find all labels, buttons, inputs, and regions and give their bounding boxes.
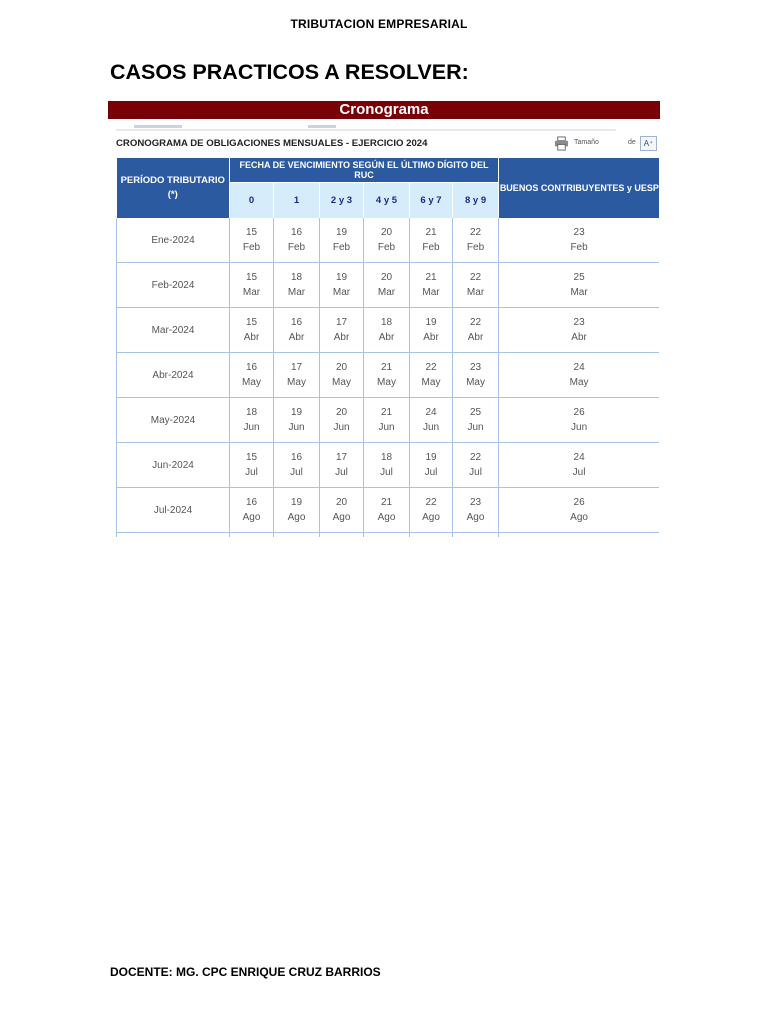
due-day: 19 [425,317,437,328]
period-cell: Feb-2024 [117,263,230,308]
due-day: 16 [245,497,258,508]
good-taxpayer-date-cell [499,353,659,398]
period-column-header: PERÍODO TRIBUTARIO (*) [117,158,230,218]
printer-icon[interactable] [554,136,569,151]
due-month: Abr [378,332,395,343]
good-taxpayer-date-cell [499,218,659,263]
due-month: Jul [335,467,348,478]
due-date-cell [274,443,320,488]
good-taxpayer-day: 23 [573,317,585,328]
schedule-row [117,398,660,443]
due-day: 19 [335,272,348,283]
cropped-edge [116,129,616,131]
due-date-cell [453,263,499,308]
digit-column-header: 2 y 3 [320,183,364,219]
due-date-cell [364,398,410,443]
due-month: May [466,377,485,388]
due-day: 16 [245,362,258,373]
cropped-text-fragment [134,125,182,128]
good-taxpayer-date-cell [499,443,659,488]
due-day: 22 [469,227,482,238]
due-month: Jun [467,422,484,433]
schedule-row [117,353,660,398]
good-taxpayer-day: 25 [573,272,585,283]
due-month: Ago [422,512,440,523]
due-day: 22 [469,272,482,283]
due-month: Ago [332,512,351,523]
due-date-cell [453,308,499,353]
due-day: 20 [335,497,348,508]
due-date-cell [320,398,364,443]
due-day: 18 [290,272,303,283]
due-date-cell [410,263,453,308]
due-month: May [421,377,441,388]
due-date-cell [364,443,410,488]
digit-column-header: 4 y 5 [364,183,410,219]
due-month: Jun [333,422,350,433]
due-date-cell [453,353,499,398]
due-month: Mar [332,287,351,298]
schedule-row [117,218,660,263]
due-day: 17 [335,452,348,463]
due-day: 20 [335,362,348,373]
due-day: 23 [469,362,482,373]
period-cell: Jul-2024 [117,488,230,533]
due-day: 19 [290,497,303,508]
due-day: 22 [425,362,437,373]
due-month: Jun [288,422,305,433]
period-cell: May-2024 [117,398,230,443]
due-date-cell [230,443,274,488]
period-cell: Jun-2024 [117,443,230,488]
good-taxpayer-month: May [569,377,589,388]
due-day: 16 [290,452,303,463]
due-day: 15 [245,272,258,283]
due-day: 22 [425,497,437,508]
due-date-cell [230,218,274,263]
due-date-cell [274,398,320,443]
due-day: 16 [290,227,303,238]
good-taxpayer-date-cell [499,308,659,353]
due-day: 17 [335,317,348,328]
due-month: Feb [287,242,306,253]
cropped-cell [364,533,410,538]
cropped-cell [320,533,364,538]
due-day: 15 [245,317,258,328]
due-month: Mar [377,287,396,298]
good-taxpayer-month: Jul [572,467,586,478]
cropped-cell [499,533,659,538]
period-cell: Mar-2024 [117,308,230,353]
due-month: Ago [287,512,306,523]
schedule-row [117,308,660,353]
due-month: May [332,377,351,388]
size-label: Tamaño [574,139,599,146]
schedule-row [117,488,660,533]
due-month: Jul [469,467,482,478]
section-title: CASOS PRACTICOS A RESOLVER: [110,60,469,84]
schedule-table [116,158,659,537]
due-month: Feb [466,242,485,253]
due-date-cell [230,488,274,533]
due-day: 22 [469,452,482,463]
good-taxpayer-day: 26 [573,497,585,508]
due-date-cell [320,263,364,308]
good-taxpayer-day: 24 [573,362,585,373]
cropped-cell [117,533,230,538]
due-day: 21 [380,362,393,373]
due-day: 22 [469,317,482,328]
due-date-cell [274,488,320,533]
due-day: 18 [380,452,393,463]
good-taxpayer-day: 24 [573,452,585,463]
due-month: Jul [380,467,393,478]
due-day: 24 [425,407,437,418]
due-month: Abr [423,332,439,343]
due-date-cell [274,308,320,353]
due-month: Jul [245,467,258,478]
cropped-cell [230,533,274,538]
due-date-group-header: FECHA DE VENCIMIENTO SEGÚN EL ÚLTIMO DÍGITO DEL RUC [230,158,499,183]
due-date-cell [230,263,274,308]
due-day: 18 [380,317,393,328]
due-day: 17 [290,362,303,373]
good-taxpayer-month: Ago [570,512,588,523]
schedule-row [117,443,660,488]
due-date-cell [230,398,274,443]
due-date-cell [320,353,364,398]
due-date-cell [364,308,410,353]
due-date-cell [453,218,499,263]
due-day: 15 [245,452,258,463]
due-date-cell [230,353,274,398]
due-date-cell [364,353,410,398]
good-taxpayer-day: 23 [573,227,585,238]
due-month: Mar [422,287,440,298]
good-taxpayer-month: Jun [571,422,588,433]
table-tools [554,134,659,158]
due-date-cell [320,488,364,533]
digit-column-header: 6 y 7 [410,183,453,219]
due-date-cell [320,443,364,488]
schedule-row [117,263,660,308]
period-cell: Abr-2024 [117,353,230,398]
good-taxpayer-day: 26 [573,407,585,418]
due-date-cell [410,443,453,488]
due-day: 19 [290,407,303,418]
due-date-cell [410,488,453,533]
due-day: 21 [380,407,393,418]
de-label: de [628,139,636,146]
due-day: 15 [245,227,258,238]
due-day: 16 [290,317,303,328]
due-day: 20 [380,227,393,238]
due-month: Mar [287,287,306,298]
due-month: Ago [377,512,396,523]
due-day: 21 [425,227,437,238]
due-day: 20 [335,407,348,418]
due-day: 20 [380,272,393,283]
schedule-title: CRONOGRAMA DE OBLIGACIONES MENSUALES - EJERCICIO 2024 [116,138,428,149]
due-month: May [287,377,306,388]
good-taxpayer-month: Abr [571,332,587,343]
cronograma-banner: Cronograma [108,101,660,119]
due-month: Jul [424,467,438,478]
due-date-cell [410,398,453,443]
due-month: Jun [243,422,260,433]
running-header: TRIBUTACION EMPRESARIAL [290,17,468,31]
due-month: Jun [422,422,440,433]
good-taxpayer-month: Mar [570,287,588,298]
due-date-cell [320,308,364,353]
due-month: Abr [333,332,350,343]
due-day: 21 [380,497,393,508]
due-date-cell [453,398,499,443]
due-month: Jul [290,467,303,478]
due-date-cell [274,218,320,263]
increase-font-button[interactable]: A⁺ [640,136,657,151]
due-month: Feb [377,242,396,253]
digit-column-header: 8 y 9 [453,183,499,219]
due-month: Mar [242,287,261,298]
due-month: Ago [242,512,261,523]
due-date-cell [230,308,274,353]
due-day: 19 [335,227,348,238]
due-date-cell [364,218,410,263]
cropped-cell [410,533,453,538]
due-day: 19 [425,452,437,463]
schedule-screenshot [116,121,659,541]
due-day: 21 [425,272,437,283]
due-month: Abr [288,332,305,343]
due-month: May [242,377,261,388]
due-date-cell [364,488,410,533]
teacher-footer: DOCENTE: MG. CPC ENRIQUE CRUZ BARRIOS [110,965,381,979]
due-date-cell [410,308,453,353]
due-date-cell [274,263,320,308]
due-date-cell [320,218,364,263]
due-day: 25 [469,407,482,418]
due-month: Mar [466,287,485,298]
cropped-cell [274,533,320,538]
good-taxpayer-date-cell [499,398,659,443]
due-month: Abr [467,332,484,343]
due-month: Feb [242,242,261,253]
cropped-cell [453,533,499,538]
due-date-cell [453,488,499,533]
due-day: 23 [469,497,482,508]
due-day: 18 [245,407,258,418]
due-date-cell [410,218,453,263]
due-month: Abr [243,332,260,343]
due-month: Feb [332,242,351,253]
due-date-cell [364,263,410,308]
due-month: May [377,377,396,388]
due-date-cell [410,353,453,398]
schedule-body [117,218,660,537]
due-month: Jun [378,422,395,433]
good-taxpayer-date-cell [499,263,659,308]
digit-column-header: 1 [274,183,320,219]
good-taxpayers-column-header: BUENOS CONTRIBUYENTES y UESP [499,158,659,218]
good-taxpayer-month: Feb [570,242,588,253]
good-taxpayer-date-cell [499,488,659,533]
due-month: Feb [422,242,440,253]
period-cell: Ene-2024 [117,218,230,263]
cropped-text-fragment [308,125,336,128]
due-date-cell [274,353,320,398]
cropped-row [117,533,660,538]
digit-column-header: 0 [230,183,274,219]
due-date-cell [453,443,499,488]
due-month: Ago [466,512,485,523]
